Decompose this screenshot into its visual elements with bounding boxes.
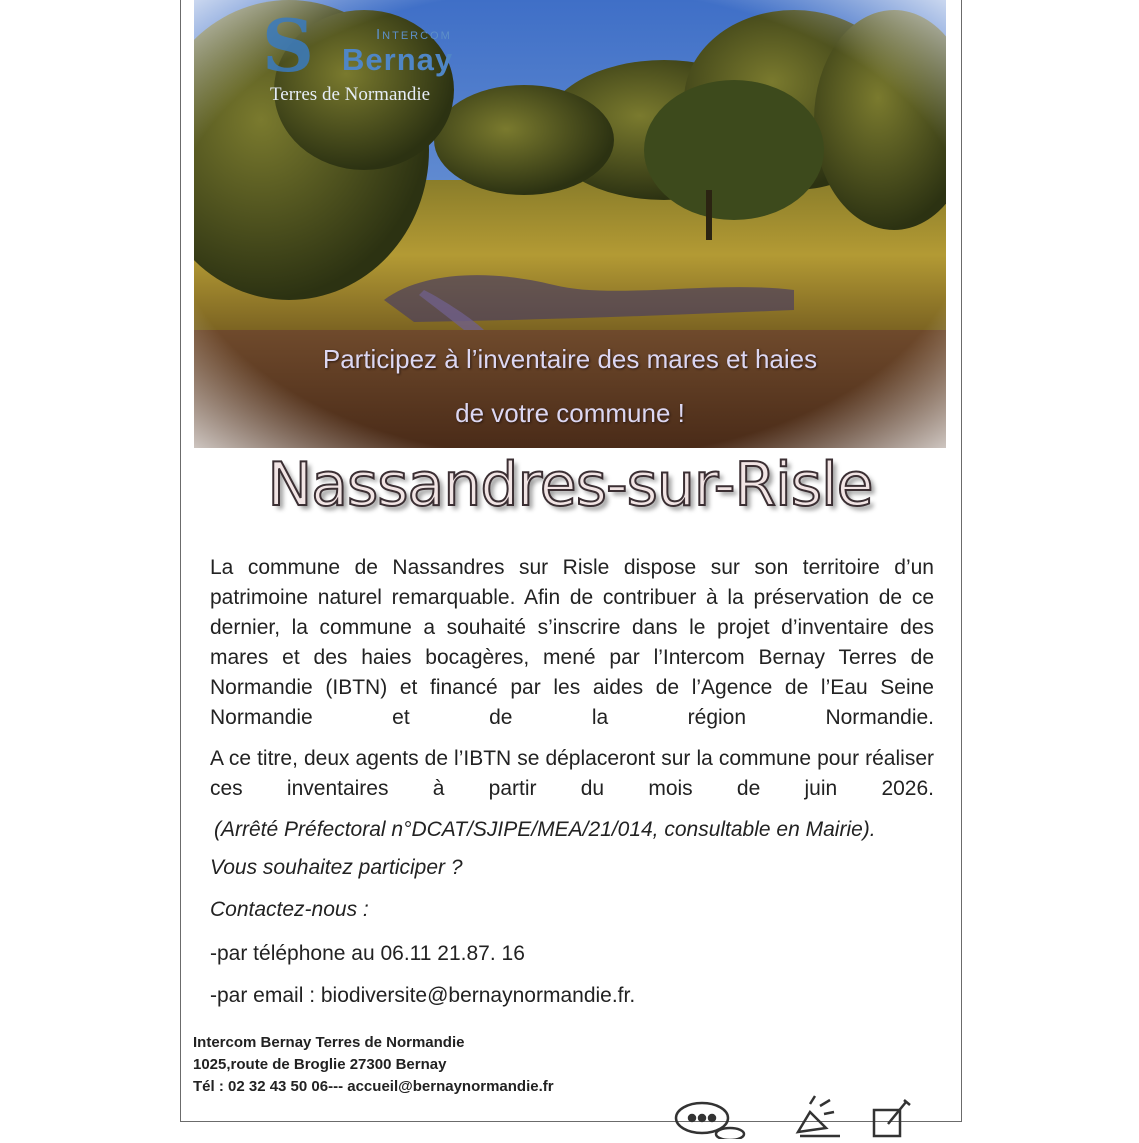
speech-bubble-icon [676,1103,744,1139]
logo-intercom: Intercom [376,26,452,43]
intro-paragraph: La commune de Nassandres sur Risle dispose sur son territoire d’un patrimoine naturel remarquable. Afin de contribuer à la préservation de ce dernier, la commune a souhaité s’inscrire dans le projet d’inventaire des mares et des haies bocagères, mené par l’Intercom Bernay Terres de Normandie (IBTN) et financé par les aides de l’Agence de l’Eau Seine Normandie et de la région Normandie. [210,556,934,729]
banner-line-2: de votre commune ! [455,398,685,428]
logo-mark: S [262,3,314,88]
participation-question: Vous souhaitez participer ? [210,856,463,879]
footer-icons [660,1092,930,1139]
footer-contact: Tél : 02 32 43 50 06--- accueil@bernaynormandie.fr [193,1078,554,1095]
commune-title: Nassandres-sur-Risle [267,450,873,520]
footer-address: 1025,route de Broglie 27300 Bernay [193,1056,447,1073]
footer-address-block [193,1032,554,1098]
pencil-note-icon [874,1100,910,1136]
footer-org: Intercom Bernay Terres de Normandie [193,1034,465,1051]
contact-intro: Contactez-nous : [210,898,369,921]
megaphone-icon [798,1096,840,1136]
arrete-reference: (Arrêté Préfectoral n°DCAT/SJIPE/MEA/21/014, consultable en Mairie). [214,818,876,841]
banner-line-1: Participez à l’inventaire des mares et haies [322,344,818,374]
logo-name: Bernay [342,42,454,77]
contact-phone: -par téléphone au 06.11 21.87. 16 [210,942,525,965]
agents-paragraph: A ce titre, deux agents de l’IBTN se déplaceront sur la commune pour réaliser ces inventaires à partir du mois de juin 2026. [210,747,934,800]
logo-tagline: Terres de Normandie [270,84,431,105]
intercom-logo [262,3,492,106]
contact-email: -par email : biodiversite@bernaynormandie.fr. [210,984,636,1007]
